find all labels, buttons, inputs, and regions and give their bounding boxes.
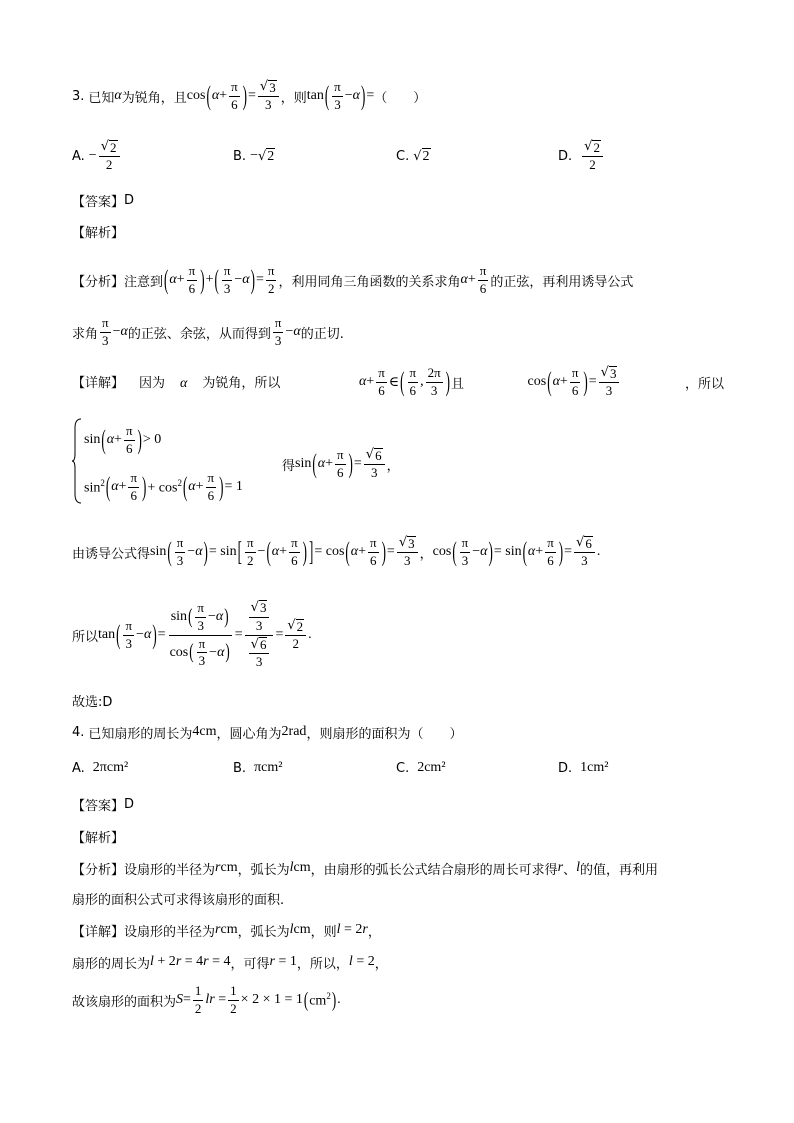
q4-stem: 4. 已知扇形的周长为 4cm ，圆心角为 2rad ，则扇形的面积为（ ） bbox=[72, 724, 463, 742]
q4-xiangjie-line2: 扇形的周长为 l + 2r = 4r = 4 ，可得 r = 1 ，所以， l = 2 ， bbox=[72, 954, 388, 972]
q4-option-b[interactable]: B. πcm² bbox=[233, 760, 283, 776]
q3-fenxi-line2: 求角 $\frac{\pi}{3}$ − α 的正弦、余弦，从而得到 $\frac{\pi}{3}$ − α 的正切. bbox=[72, 314, 344, 348]
q3-option-a[interactable]: A. − √ 2 2 bbox=[72, 136, 122, 176]
q4-fenxi-line2: 扇形的面积公式可求得该扇形的面积. bbox=[72, 892, 285, 908]
q4-answer: 【答案】 D bbox=[72, 796, 135, 814]
q3-stem: 3. 已知 α 为锐角，且 cos ( α + $\frac{\pi}{6}$ ) = √ 3 3 ，则 tan ( $\frac{\pi}{3}$ − α ) = （ ） bbox=[72, 78, 427, 112]
q3-system-line1: sin ( α + $\frac{\pi}{6}$ ) > 0 bbox=[84, 422, 162, 456]
q3-option-c[interactable]: C. √ 2 bbox=[396, 148, 430, 165]
q3-analysis-label: 【解析】 bbox=[72, 225, 125, 241]
q4-analysis-label: 【解析】 bbox=[72, 830, 125, 846]
q3-guxuan: 故选:D bbox=[72, 694, 113, 710]
q3-answer: 【答案】 D bbox=[72, 192, 135, 210]
q3-system-result: 得 sin ( α + $\frac{\pi}{6}$ ) = √ 6 3 ， bbox=[282, 446, 400, 480]
q3-option-b[interactable]: B. − √ 2 bbox=[233, 148, 275, 165]
q3-tan-result: 所以 tan ( $\frac{\pi}{3}$ − α ) = sin ( $\frac{\pi}{3}$ − α ) cos ( $\frac{\pi}{3}$ − α ) = √ 3 3 √ 6 3 = √ 2 2 . bbox=[72, 599, 312, 670]
q4-xiangjie-line1: 【详解】 设扇形的半径为 rcm ，弧长为 lcm ，则 l = 2r ， bbox=[72, 922, 381, 940]
q4-number: 4. bbox=[72, 724, 85, 740]
q3-fenxi-line1: 【分析】 注意到 ( α + $\frac{\pi}{6}$ ) + ( $\frac{\pi}{3}$ − α ) = $\frac{\pi}{2}$ ，利用同角三角函数的关系求角 α + $\frac{\pi}{6}$ 的正弦，再利用诱导公式 bbox=[72, 262, 634, 296]
q4-option-c[interactable]: C. 2cm² bbox=[396, 760, 446, 776]
q4-xiangjie-line3: 故该扇形的面积为 S = $\frac{1}{2}$ lr = $\frac{1}{2}$ × 2 × 1 = 1 ( $cm^2$ ) . bbox=[72, 982, 341, 1016]
q4-option-d[interactable]: D. 1cm² bbox=[558, 760, 609, 776]
system-brace bbox=[72, 418, 82, 504]
q4-option-a[interactable]: A. 2πcm² bbox=[72, 760, 129, 776]
q3-xiangjie-line1: 【详解】 因为 α 为锐角，所以 α + $\frac{\pi}{6}$ ∈ ( $\frac{\pi}{6}$ , $\frac{2\pi}{3}$ ) 且 cos ( α + $\frac{\pi}{6}$ ) = √ 3 3 ，所以 bbox=[72, 364, 724, 398]
q3-number: 3. bbox=[72, 88, 85, 104]
q4-fenxi-line1: 【分析】 设扇形的半径为 rcm ，弧长为 lcm ，由扇形的弧长公式结合扇形的周长可求得 r 、 l 的值，再利用 bbox=[72, 860, 658, 878]
q3-system-line2: $\sin^2$ ( α + $\frac{\pi}{6}$ ) + $\cos^2$ ( α + $\frac{\pi}{6}$ ) = 1 bbox=[84, 469, 243, 503]
q3-option-d[interactable]: D. √ 2 2 bbox=[558, 136, 605, 176]
q3-youdao-line: 由诱导公式得 sin ( $\frac{\pi}{3}$ − α ) = sin [ $\frac{\pi}{2}$ − ( α + $\frac{\pi}{6}$ ) ] = cos ( α + $\frac{\pi}{6}$ ) = √ 3 3 ， cos ( $\frac{\pi}{3}$ − α ) = sin ( α + $\frac{\pi}{6}$ ) = √ 6 3 . bbox=[72, 534, 601, 568]
